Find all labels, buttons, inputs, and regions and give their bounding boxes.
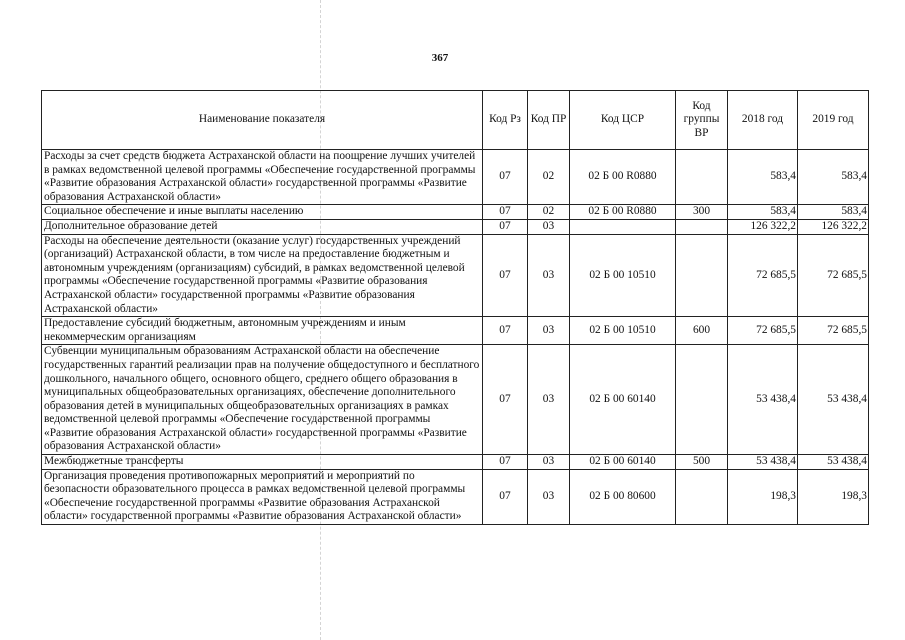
cell-rz: 07 — [483, 455, 528, 470]
cell-2018: 53 438,4 — [728, 345, 798, 455]
cell-vr — [676, 469, 728, 524]
header-vr: Код группы ВР — [676, 91, 728, 150]
cell-name: Расходы за счет средств бюджета Астраханской области на поощрение лучших учителей в рамках ведомственной целевой программы «Обеспечение государственной программы «Развитие образования Астраханской области» государственной программы «Развитие образования Астраханской области» — [42, 150, 483, 205]
table-body — [42, 150, 869, 525]
cell-2019: 583,4 — [798, 205, 869, 220]
cell-name: Организация проведения противопожарных мероприятий и мероприятий по безопасности образовательного процесса в рамках ведомственной целевой программы «Обеспечение государственной программы «Развитие образования Астраханской области» государственной программы «Развитие образования Астраханской области» — [42, 469, 483, 524]
cell-name: Дополнительное образование детей — [42, 219, 483, 234]
cell-name: Расходы на обеспечение деятельности (оказание услуг) государственных учреждений (организаций) Астраханской области, в том числе на предоставление бюджетным и автономным учреждениям (организациям) субсидий, в рамках ведомственной целевой программы «Обеспечение государственной программы «Развитие образования Астраханской области» государственной программы «Развитие образования Астраханской области» — [42, 234, 483, 317]
table-row — [42, 469, 869, 524]
cell-vr — [676, 345, 728, 455]
cell-rz: 07 — [483, 219, 528, 234]
cell-pr: 03 — [528, 234, 570, 317]
cell-pr: 02 — [528, 150, 570, 205]
cell-rz: 07 — [483, 234, 528, 317]
budget-table — [41, 90, 869, 525]
table-row — [42, 317, 869, 345]
table-row — [42, 205, 869, 220]
cell-csr: 02 Б 00 60140 — [570, 455, 676, 470]
table-row — [42, 234, 869, 317]
cell-2019: 53 438,4 — [798, 455, 869, 470]
cell-csr: 02 Б 00 R0880 — [570, 205, 676, 220]
cell-vr — [676, 150, 728, 205]
header-pr: Код ПР — [528, 91, 570, 150]
cell-csr: 02 Б 00 10510 — [570, 317, 676, 345]
cell-pr: 03 — [528, 469, 570, 524]
cell-pr: 03 — [528, 317, 570, 345]
cell-2018: 583,4 — [728, 150, 798, 205]
cell-vr: 500 — [676, 455, 728, 470]
table-header — [42, 91, 869, 150]
header-2019: 2019 год — [798, 91, 869, 150]
cell-2019: 53 438,4 — [798, 345, 869, 455]
cell-rz: 07 — [483, 317, 528, 345]
cell-2018: 583,4 — [728, 205, 798, 220]
page-number: 367 — [431, 52, 449, 64]
cell-csr: 02 Б 00 60140 — [570, 345, 676, 455]
cell-name: Субвенции муниципальным образованиям Астраханской области на обеспечение государственных гарантий реализации прав на получение общедоступного и бесплатного дошкольного, начального общего, основного общего, среднего общего образования в муниципальных общеобразовательных организациях, обеспечение дополнительного образования детей в муниципальных общеобразовательных организациях в рамках ведомственной целевой программы «Обеспечение государственной программы «Развитие образования Астраханской области» государственной программы «Развитие образования Астраханской области» — [42, 345, 483, 455]
cell-2019: 126 322,2 — [798, 219, 869, 234]
cell-name: Предоставление субсидий бюджетным, автономным учреждениям и иным некоммерческим организациям — [42, 317, 483, 345]
cell-vr — [676, 234, 728, 317]
cell-2018: 126 322,2 — [728, 219, 798, 234]
cell-csr — [570, 219, 676, 234]
cell-vr: 600 — [676, 317, 728, 345]
cell-2019: 198,3 — [798, 469, 869, 524]
cell-2018: 72 685,5 — [728, 317, 798, 345]
cell-2019: 72 685,5 — [798, 317, 869, 345]
table-row — [42, 219, 869, 234]
cell-rz: 07 — [483, 150, 528, 205]
header-2018: 2018 год — [728, 91, 798, 150]
header-csr: Код ЦСР — [570, 91, 676, 150]
cell-2018: 198,3 — [728, 469, 798, 524]
table-row — [42, 455, 869, 470]
cell-pr: 03 — [528, 345, 570, 455]
header-row — [42, 91, 869, 150]
table-row — [42, 150, 869, 205]
cell-csr: 02 Б 00 80600 — [570, 469, 676, 524]
cell-rz: 07 — [483, 469, 528, 524]
cell-2018: 72 685,5 — [728, 234, 798, 317]
cell-2019: 72 685,5 — [798, 234, 869, 317]
header-rz: Код Рз — [483, 91, 528, 150]
cell-vr: 300 — [676, 205, 728, 220]
cell-vr — [676, 219, 728, 234]
cell-rz: 07 — [483, 345, 528, 455]
cell-pr: 02 — [528, 205, 570, 220]
cell-csr: 02 Б 00 R0880 — [570, 150, 676, 205]
cell-2019: 583,4 — [798, 150, 869, 205]
table-row — [42, 345, 869, 455]
cell-rz: 07 — [483, 205, 528, 220]
cell-pr: 03 — [528, 455, 570, 470]
cell-name: Социальное обеспечение и иные выплаты населению — [42, 205, 483, 220]
cell-csr: 02 Б 00 10510 — [570, 234, 676, 317]
cell-2018: 53 438,4 — [728, 455, 798, 470]
header-name: Наименование показателя — [42, 91, 483, 150]
cell-pr: 03 — [528, 219, 570, 234]
cell-name: Межбюджетные трансферты — [42, 455, 483, 470]
